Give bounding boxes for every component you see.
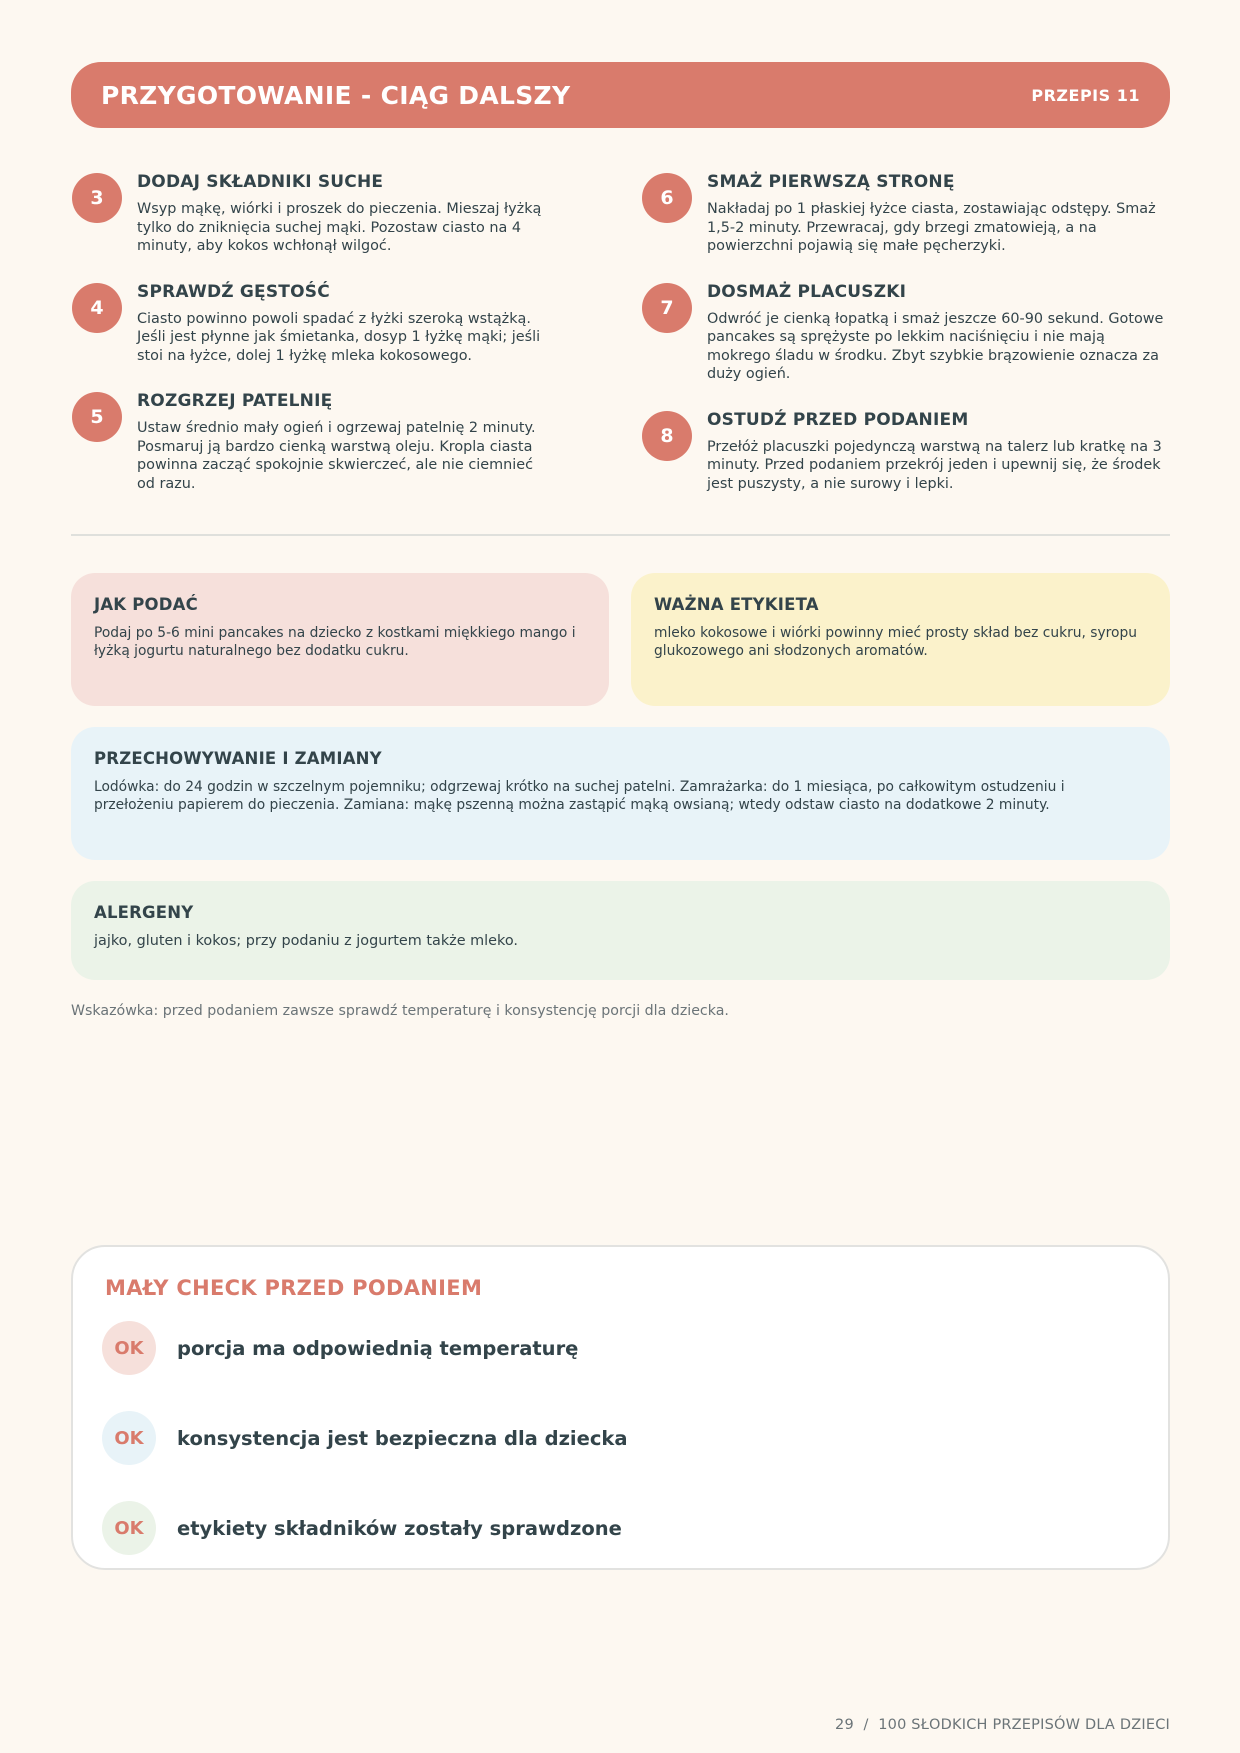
label-card	[631, 573, 1170, 706]
page-header	[71, 62, 1170, 128]
step-text: Nakładaj po 1 płaskiej łyżce ciasta, zostawiając odstępy. Smaż 1,5-2 minuty. Przewracaj, gdy brzegi zmatowieją, a na powierzchni pojawią się małe pęcherzyki.	[707, 201, 1156, 254]
recipe-number-badge: PRZEPIS 11	[1031, 85, 1140, 105]
checklist-item	[102, 1411, 628, 1465]
pre-serving-checklist	[71, 1245, 1170, 1570]
step-number-badge: 4	[72, 283, 122, 333]
steps-column-left	[72, 172, 552, 519]
card-text: mleko kokosowe i wiórki powinny mieć prosty skład bez cukru, syropu glukozowego ani słodzonych aromatów.	[654, 625, 1137, 659]
allergens-card	[71, 881, 1170, 980]
section-divider	[71, 534, 1170, 536]
step-title: DOSMAŻ PLACUSZKI	[707, 281, 907, 302]
step-number-badge: 5	[72, 392, 122, 442]
serving-card	[71, 573, 609, 706]
tip-text: Wskazówka: przed podaniem zawsze sprawdź temperaturę i konsystencję porcji dla dziecka.	[71, 1003, 729, 1019]
checklist-item-text: etykiety składników zostały sprawdzone	[177, 1516, 622, 1540]
step-title: SMAŻ PIERWSZĄ STRONĘ	[707, 172, 955, 192]
step-text: Wsyp mąkę, wiórki i proszek do pieczenia. Mieszaj łyżką tylko do zniknięcia suchej mąki. Pozostaw ciasto na 4 minuty, aby kokos wchłonął wilgoć.	[137, 201, 542, 254]
card-text: Podaj po 5-6 mini pancakes na dziecko z kostkami miękkiego mango i łyżką jogurtu naturalnego bez dodatku cukru.	[94, 625, 576, 659]
card-title: JAK PODAĆ	[94, 595, 198, 614]
step-number-badge: 7	[642, 283, 692, 333]
step-title: OSTUDŹ PRZED PODANIEM	[707, 409, 969, 430]
checklist-item	[102, 1321, 578, 1375]
step-6	[642, 172, 1172, 256]
step-4	[72, 282, 552, 366]
checklist-item-text: porcja ma odpowiednią temperaturę	[177, 1336, 579, 1360]
card-text: Lodówka: do 24 godzin w szczelnym pojemniku; odgrzewaj krótko na suchej patelni. Zamrażarka: do 1 miesiąca, po całkowitym ostudzeniu i przełożeniu papierem do pieczenia. Zamiana: mąkę pszenną można zastąpić mąką owsianą; wtedy odstaw ciasto na dodatkowe 2 minuty.	[94, 779, 1065, 813]
step-title: DODAJ SKŁADNIKI SUCHE	[137, 172, 384, 192]
checklist-item	[102, 1501, 622, 1555]
checklist-title: MAŁY CHECK PRZED PODANIEM	[105, 1276, 483, 1300]
step-8	[642, 410, 1172, 494]
step-number-badge: 6	[642, 173, 692, 223]
step-text: Ustaw średnio mały ogień i ogrzewaj patelnię 2 minuty. Posmaruj ją bardzo cienką warstwą oleju. Kropla ciasta powinna zacząć spokojnie skwierczeć, ale nie ciemnieć od razu.	[137, 420, 536, 492]
ok-badge: OK	[102, 1411, 156, 1465]
step-number-badge: 8	[642, 411, 692, 461]
page-title: PRZYGOTOWANIE - CIĄG DALSZY	[101, 80, 571, 110]
storage-card	[71, 727, 1170, 860]
step-7	[642, 282, 1172, 384]
step-text: Ciasto powinno powoli spadać z łyżki szeroką wstążką. Jeśli jest płynne jak śmietanka, dosyp 1 łyżkę mąki; jeśli stoi na łyżce, dolej 1 łyżkę mleka kokosowego.	[137, 310, 541, 364]
page-footer: 29 / 100 SŁODKICH PRZEPISÓW DLA DZIECI	[835, 1717, 1170, 1733]
ok-badge: OK	[102, 1321, 156, 1375]
card-title: ALERGENY	[94, 903, 194, 922]
step-text: Przełóż placuszki pojedynczą warstwą na talerz lub kratkę na 3 minuty. Przed podaniem przekrój jeden i upewnij się, że środek jest puszysty, a nie surowy i lepki.	[707, 438, 1162, 492]
card-title: PRZECHOWYWANIE I ZAMIANY	[94, 749, 382, 768]
step-5	[72, 391, 552, 493]
step-number-badge: 3	[72, 173, 122, 223]
step-title: ROZGRZEJ PATELNIĘ	[137, 391, 333, 411]
card-title: WAŻNA ETYKIETA	[654, 595, 819, 614]
card-text: jajko, gluten i kokos; przy podaniu z jogurtem także mleko.	[94, 933, 518, 949]
step-text: Odwróć je cienką łopatką i smaż jeszcze 60-90 sekund. Gotowe pancakes są sprężyste po lekkim naciśnięciu i nie mają mokrego śladu w środku. Zbyt szybkie brązowienie oznacza za duży ogień.	[707, 310, 1164, 382]
checklist-item-text: konsystencja jest bezpieczna dla dziecka	[177, 1426, 628, 1450]
step-3	[72, 172, 552, 256]
step-title: SPRAWDŹ GĘSTOŚĆ	[137, 281, 330, 302]
steps-column-right	[642, 172, 1172, 519]
ok-badge: OK	[102, 1501, 156, 1555]
